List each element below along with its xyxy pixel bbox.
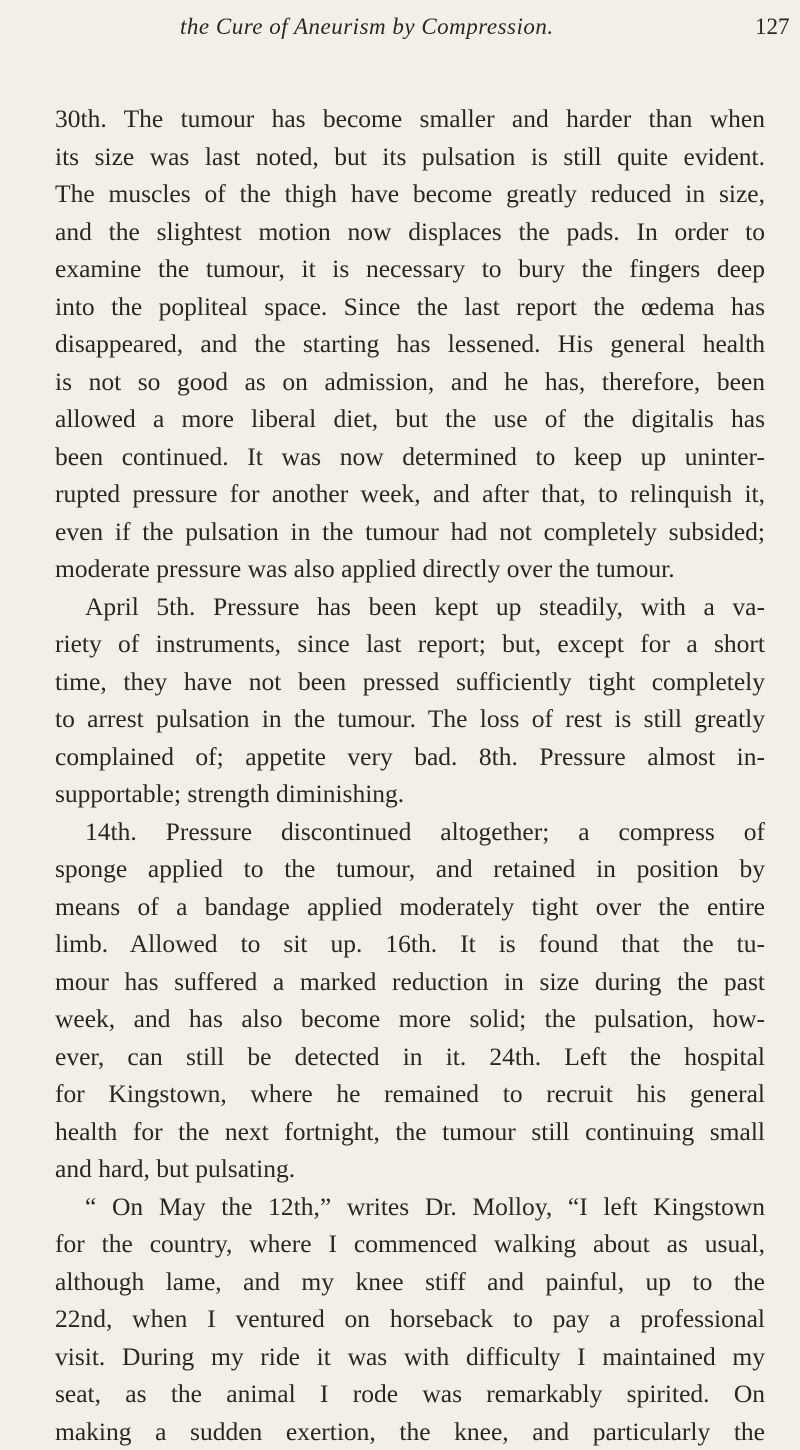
text-line: making a sudden exertion, the knee, and particularly the: [55, 1413, 765, 1450]
text-line: although lame, and my knee stiff and painful, up to the: [55, 1263, 765, 1301]
text-line: is not so good as on admission, and he has, therefore, been: [55, 363, 765, 401]
text-line: examine the tumour, it is necessary to bury the fingers deep: [55, 250, 765, 288]
page-number: 127: [755, 14, 790, 40]
text-line: visit. During my ride it was with difficulty I maintained my: [55, 1338, 765, 1376]
text-line: 30th. The tumour has become smaller and harder than when: [55, 100, 765, 138]
text-line: for Kingstown, where he remained to recruit his general: [55, 1075, 765, 1113]
text-line: “ On May the 12th,” writes Dr. Molloy, “I left Kingstown: [55, 1188, 765, 1226]
text-line: limb. Allowed to sit up. 16th. It is found that the tu-: [55, 925, 765, 963]
text-line: to arrest pulsation in the tumour. The loss of rest is still greatly: [55, 700, 765, 738]
text-line: been continued. It was now determined to keep up uninter-: [55, 438, 765, 476]
text-line: 14th. Pressure discontinued altogether; a compress of: [55, 813, 765, 851]
text-line: moderate pressure was also applied directly over the tumour.: [55, 550, 765, 588]
text-line: week, and has also become more solid; the pulsation, how-: [55, 1000, 765, 1038]
text-line: into the popliteal space. Since the last report the œdema has: [55, 288, 765, 326]
text-line: allowed a more liberal diet, but the use of the digitalis has: [55, 400, 765, 438]
body-text: [55, 100, 765, 1450]
text-line: riety of instruments, since last report; but, except for a short: [55, 625, 765, 663]
text-line: April 5th. Pressure has been kept up steadily, with a va-: [55, 588, 765, 626]
text-line: The muscles of the thigh have become greatly reduced in size,: [55, 175, 765, 213]
text-line: and hard, but pulsating.: [55, 1150, 765, 1188]
text-line: means of a bandage applied moderately tight over the entire: [55, 888, 765, 926]
text-line: supportable; strength diminishing.: [55, 775, 765, 813]
text-line: seat, as the animal I rode was remarkably spirited. On: [55, 1375, 765, 1413]
text-line: health for the next fortnight, the tumour still continuing small: [55, 1113, 765, 1151]
text-line: 22nd, when I ventured on horseback to pay a professional: [55, 1300, 765, 1338]
text-line: its size was last noted, but its pulsation is still quite evident.: [55, 138, 765, 176]
text-line: complained of; appetite very bad. 8th. Pressure almost in-: [55, 738, 765, 776]
text-line: time, they have not been pressed sufficiently tight completely: [55, 663, 765, 701]
text-line: even if the pulsation in the tumour had not completely subsided;: [55, 513, 765, 551]
text-line: sponge applied to the tumour, and retained in position by: [55, 850, 765, 888]
text-line: disappeared, and the starting has lessened. His general health: [55, 325, 765, 363]
text-line: mour has suffered a marked reduction in size during the past: [55, 963, 765, 1001]
text-line: and the slightest motion now displaces the pads. In order to: [55, 213, 765, 251]
text-line: rupted pressure for another week, and after that, to relinquish it,: [55, 475, 765, 513]
text-line: ever, can still be detected in it. 24th. Left the hospital: [55, 1038, 765, 1076]
running-head: the Cure of Aneurism by Compression.: [180, 14, 554, 40]
text-line: for the country, where I commenced walking about as usual,: [55, 1225, 765, 1263]
